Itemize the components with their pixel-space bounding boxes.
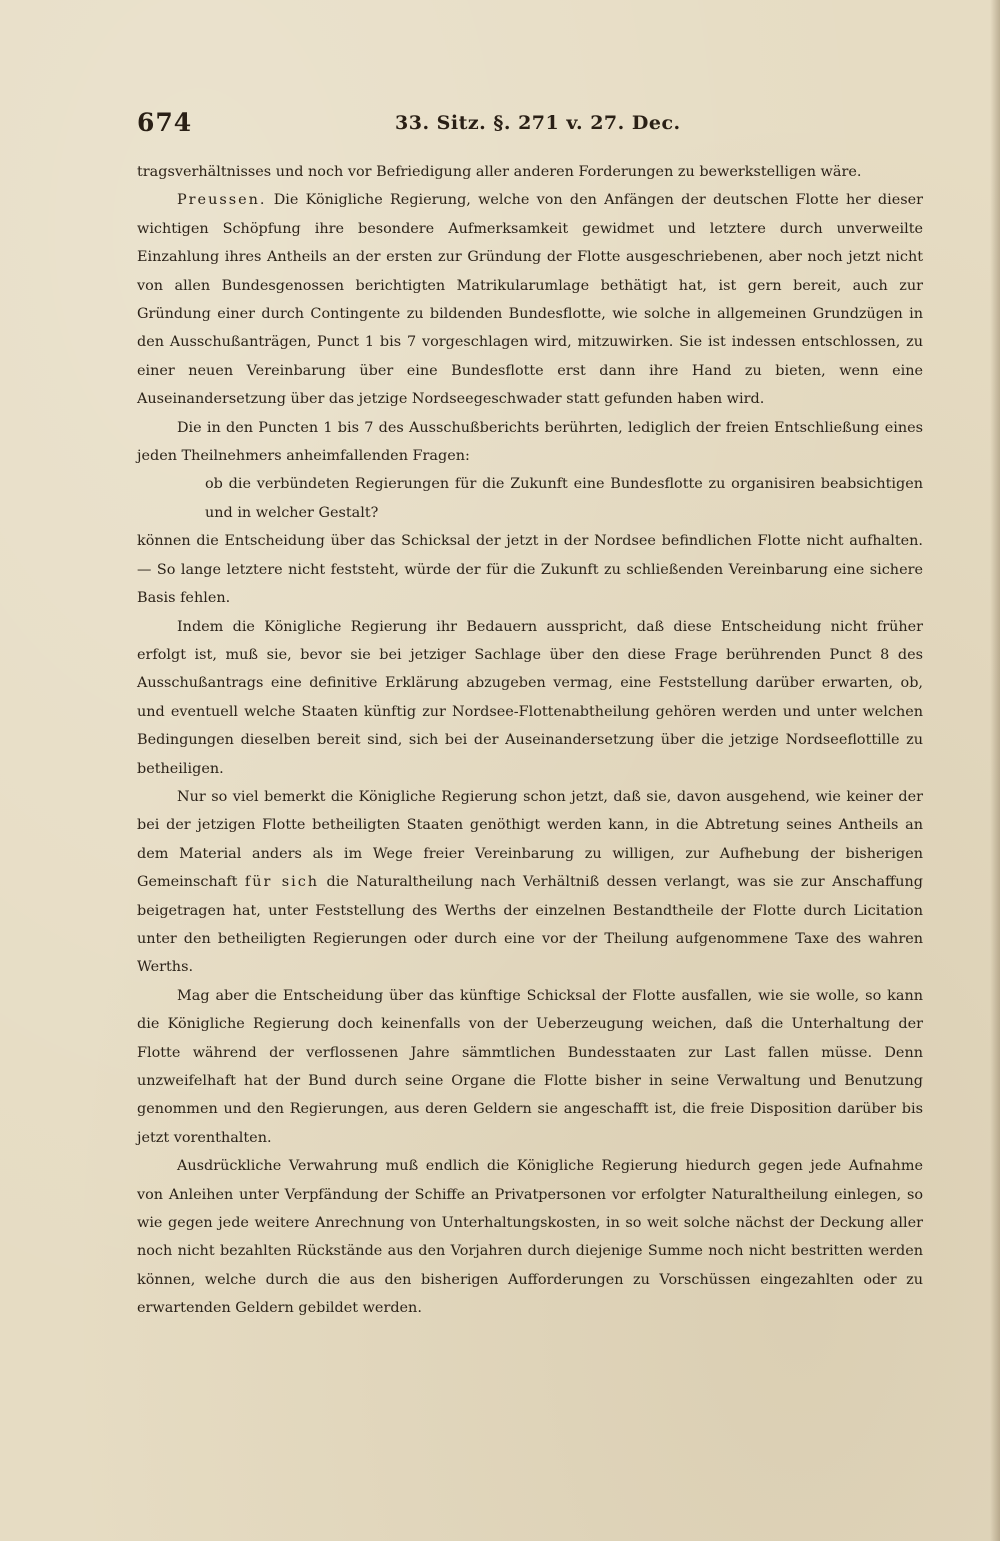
quoted-question	[137, 470, 923, 527]
paragraph-text: Die in den Puncten 1 bis 7 des Ausschußberichts berührten, lediglich der freien Entschließung eines jeden Theilnehmers anheimfallenden Fragen:	[137, 419, 923, 465]
paragraph-text: tragsverhältnisses und noch vor Befriedigung aller anderen Forderungen zu bewerkstelligen wäre.	[137, 164, 862, 180]
body-text	[137, 158, 923, 1323]
paragraph-preussen	[137, 186, 923, 413]
paragraph-text: Indem die Königliche Regierung ihr Bedauern ausspricht, daß diese Entscheidung nicht früher erfolgt ist, muß sie, bevor sie bei jetziger Sachlage über den diese Frage berührenden Punct 8 des Ausschußantrags eine definitive Erklärung abzugeben vermag, eine Feststellung darüber erwarten, ob, und eventuell welche Staaten künftig zur Nordsee-Flottenabtheilung gehören werden und unter welchen Bedingungen dieselben bereit sind, sich bei der Auseinandersetzung über die jetzige Nordseeflottille zu betheiligen.	[137, 618, 923, 777]
paragraph-text: können die Entscheidung über das Schicksal der jetzt in der Nordsee befindlichen Flotte nicht aufhalten. — So lange letztere nicht feststeht, würde der für die Zukunft zu schließenden Vereinbarung eine sichere Basis fehlen.	[137, 533, 923, 607]
paragraph-puncte	[137, 414, 923, 471]
page-header	[137, 108, 923, 148]
section-lead-preussen: Preussen.	[177, 192, 267, 209]
paragraph-text: Ausdrückliche Verwahrung muß endlich die Königliche Regierung hiedurch gegen jede Aufnahme von Anleihen unter Verpfändung der Schiffe an Privatpersonen vor erfolgter Naturaltheilung einlegen, so wie gegen jede weitere Anrechnung von Unterhaltungskosten, in so weit solche nächst der Deckung aller noch nicht bezahlten Rückstände aus den Vorjahren durch diejenige Summe noch nicht bestritten werden können, welche durch die aus den bisherigen Aufforderungen zu Vorschüssen eingezahlten oder zu erwartenden Geldern gebildet werden.	[137, 1158, 923, 1317]
page-number: 674	[137, 108, 193, 137]
paragraph-text: ob die verbündeten Regierungen für die Zukunft eine Bundesflotte zu organisiren beabsichtigen und in welcher Gestalt?	[205, 476, 923, 521]
page-edge-shadow	[990, 0, 1000, 1541]
paragraph-continuation	[137, 158, 923, 186]
paragraph-naturaltheilung	[137, 783, 923, 982]
emphasis-spaced: für sich	[244, 874, 320, 891]
paragraph-bedauern	[137, 613, 923, 783]
paragraph-verwahrung	[137, 1152, 923, 1322]
paragraph-text: Mag aber die Entscheidung über das künftige Schicksal der Flotte ausfallen, wie sie wolle, so kann die Königliche Regierung doch keinenfalls von der Ueberzeugung weichen, daß die Unterhaltung der Flotte während der verflossenen Jahre sämmtlichen Bundesstaaten zur Last fallen müsse. Denn unzweifelhaft hat der Bund durch seine Organe die Flotte bisher in seine Verwaltung und Benutzung genommen und den Regierungen, aus deren Geldern sie angeschafft ist, die freie Disposition darüber bis jetzt vorenthalten.	[137, 987, 923, 1146]
paragraph-text: Nur so viel bemerkt die Königliche Regierung schon jetzt, daß sie, davon ausgehend, wie keiner der bei der jetzigen Flotte betheiligten Staaten genöthigt werden kann, in die Abtretung seines Antheils an dem Material anders als im Wege freier Vereinbarung zu willigen, zur Aufhebung der bisherigen Gemeinschaft	[137, 788, 923, 891]
paragraph-text-continued: die Naturaltheilung nach Verhältniß dessen verlangt, was sie zur Anschaffung beigetragen hat, unter Feststellung des Werths der einzelnen Bestandtheile der Flotte durch Licitation unter den betheiligten Regierungen oder durch eine vor der Theilung aufgenommene Taxe des wahren Werths.	[137, 874, 923, 976]
paragraph-unterhaltung	[137, 982, 923, 1152]
paragraph-entscheidung	[137, 527, 923, 612]
running-head: 33. Sitz. §. 271 v. 27. Dec.	[395, 112, 681, 134]
paragraph-text: Die Königliche Regierung, welche von den Anfängen der deutschen Flotte her dieser wichtigen Schöpfung ihre besondere Aufmerksamkeit gewidmet und letztere durch unverweilte Einzahlung ihres Antheils an der ersten zur Gründung der Flotte ausgeschriebenen, aber noch jetzt nicht von allen Bundesgenossen berichtigten Matrikularumlage bethätigt hat, ist gern bereit, auch zur Gründung einer durch Contingente zu bildenden Bundesflotte, wie solche in allgemeinen Grundzügen in den Ausschußanträgen, Punct 1 bis 7 vorgeschlagen wird, mitzuwirken. Sie ist indessen entschlossen, zu einer neuen Vereinbarung über eine Bundesflotte erst dann ihre Hand zu bieten, wenn eine Auseinandersetzung über das jetzige Nordseegeschwader statt gefunden haben wird.	[137, 192, 924, 408]
